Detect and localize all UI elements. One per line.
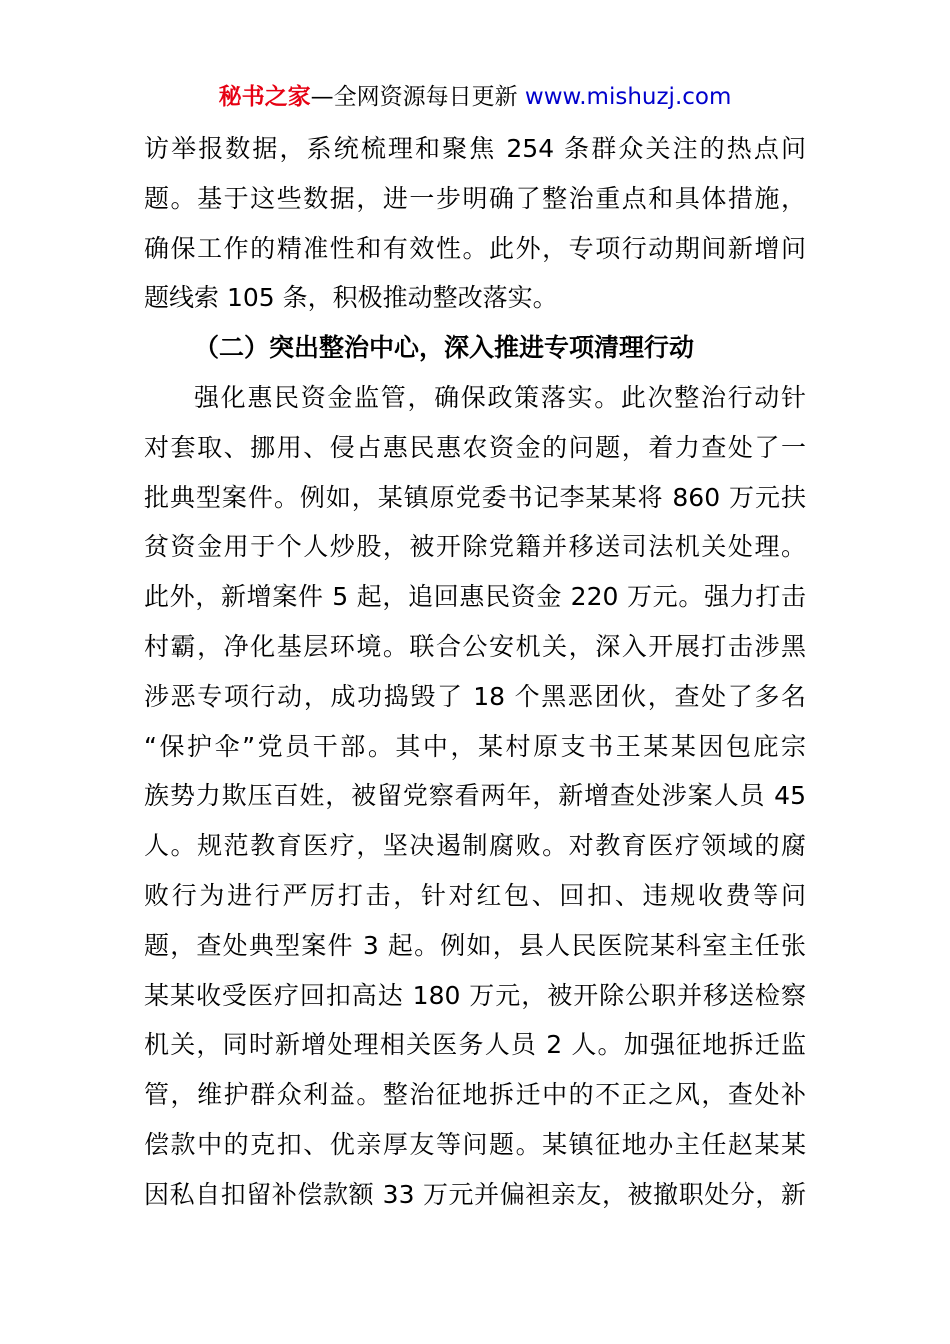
text-line: 对套取、挪用、侵占惠民惠农资金的问题，着力查处了一 xyxy=(144,432,806,462)
text-line: 机关，同时新增处理相关医务人员 2 人。加强征地拆迁监 xyxy=(144,1030,806,1060)
text-line: 确保工作的精准性和有效性。此外，专项行动期间新增问 xyxy=(144,233,806,263)
text-line: 贫资金用于个人炒股，被开除党籍并移送司法机关处理。 xyxy=(144,532,806,562)
text-line: 败行为进行严厉打击，针对红包、回扣、违规收费等问 xyxy=(144,880,806,910)
document-body xyxy=(144,124,806,1220)
text-line: 管，维护群众利益。整治征地拆迁中的不正之风，查处补 xyxy=(144,1080,806,1110)
text-line: 涉恶专项行动，成功捣毁了 18 个黑恶团伙，查处了多名 xyxy=(144,681,806,711)
text-line: 此外，新增案件 5 起，追回惠民资金 220 万元。强力打击 xyxy=(144,582,806,612)
text-line: 强化惠民资金监管，确保政策落实。此次整治行动针 xyxy=(194,382,806,412)
text-line: 批典型案件。例如，某镇原党委书记李某某将 860 万元扶 xyxy=(144,482,806,512)
section-heading: （二）突出整治中心，深入推进专项清理行动 xyxy=(194,333,695,363)
text-line: 偿款中的克扣、优亲厚友等问题。某镇征地办主任赵某某 xyxy=(144,1129,806,1159)
text-line: 因私自扣留补偿款额 33 万元并偏袒亲友，被撤职处分，新 xyxy=(144,1179,806,1209)
site-header xyxy=(0,80,950,114)
text-line: 访举报数据，系统梳理和聚焦 254 条群众关注的热点问 xyxy=(144,134,806,163)
text-line: 村霸，净化基层环境。联合公安机关，深入开展打击涉黑 xyxy=(144,631,806,661)
text-line: 题。基于这些数据，进一步明确了整治重点和具体措施， xyxy=(144,183,806,213)
site-url-link[interactable]: www.mishuzj.com xyxy=(524,84,732,110)
text-line: 题，查处典型案件 3 起。例如，县人民医院某科室主任张 xyxy=(144,930,806,960)
text-line: 人。规范教育医疗，坚决遏制腐败。对教育医疗领域的腐 xyxy=(144,831,806,861)
site-tagline: —全网资源每日更新 xyxy=(310,84,525,110)
site-brand: 秘书之家 xyxy=(218,84,311,110)
text-line: “保护伞”党员干部。其中，某村原支书王某某因包庇宗 xyxy=(144,731,806,761)
text-line: 族势力欺压百姓，被留党察看两年，新增查处涉案人员 45 xyxy=(144,781,806,811)
text-line: 某某收受医疗回扣高达 180 万元，被开除公职并移送检察 xyxy=(144,980,806,1010)
text-line: 题线索 105 条，积极推动整改落实。 xyxy=(144,283,558,313)
